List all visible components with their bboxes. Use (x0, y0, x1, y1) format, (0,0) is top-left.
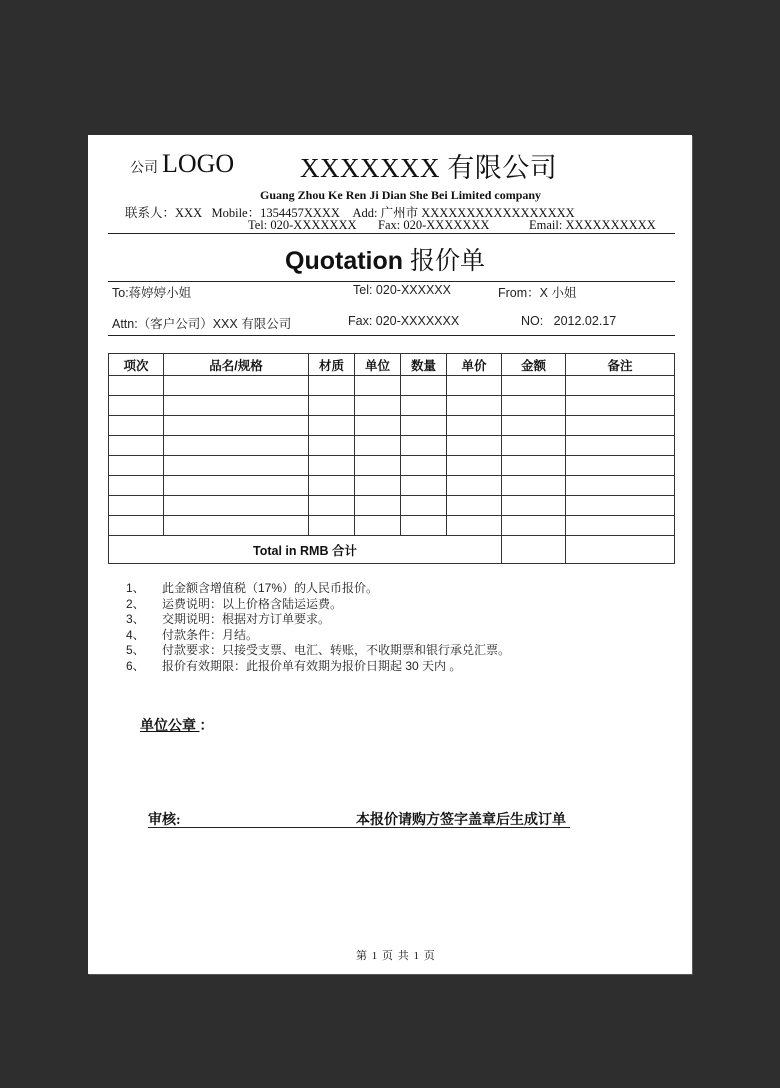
cell[interactable] (401, 416, 447, 436)
column-header-unit-price: 单价 (447, 354, 502, 376)
contact-person-label: 联系人： (125, 206, 176, 220)
cell[interactable] (164, 456, 309, 476)
cell[interactable] (109, 456, 164, 476)
cell[interactable] (164, 516, 309, 536)
email-info (529, 218, 656, 233)
table-header-row (109, 354, 675, 376)
quote-number (521, 314, 616, 328)
cell[interactable] (502, 516, 566, 536)
seal-colon: ： (199, 719, 214, 734)
cell[interactable] (566, 476, 675, 496)
company-name-en: Guang Zhou Ke Ren Ji Dian She Bei Limited company (260, 188, 542, 202)
cell[interactable] (566, 436, 675, 456)
cell[interactable] (309, 376, 355, 396)
no-label: NO: (521, 314, 544, 328)
order-note: 本报价请购方签字盖章后生成订单 (356, 813, 566, 828)
cell[interactable] (164, 416, 309, 436)
cell[interactable] (355, 376, 401, 396)
logo-prefix: 公司 (130, 161, 158, 176)
quotation-page (88, 135, 692, 974)
column-header-product-spec: 品名/规格 (164, 354, 309, 376)
cell[interactable] (566, 516, 675, 536)
info-divider (108, 335, 675, 336)
cell[interactable] (401, 476, 447, 496)
cell[interactable] (401, 516, 447, 536)
company-name: XXXXXXX 有限公司 (300, 153, 558, 183)
cell[interactable] (566, 376, 675, 396)
cell[interactable] (566, 496, 675, 516)
total-label: Total in RMB 合计 (109, 536, 502, 564)
cell[interactable] (309, 396, 355, 416)
fax-label: Fax: (378, 218, 401, 232)
cell[interactable] (502, 456, 566, 476)
cell[interactable] (447, 516, 502, 536)
terms-list (126, 581, 510, 674)
table-row (109, 496, 675, 516)
cell[interactable] (447, 476, 502, 496)
table-row (109, 436, 675, 456)
column-header-quantity: 数量 (401, 354, 447, 376)
cell[interactable] (502, 496, 566, 516)
cell[interactable] (355, 516, 401, 536)
cell[interactable] (447, 376, 502, 396)
terms-item: 3、 交期说明：根据对方订单要求。 (126, 612, 331, 626)
cell[interactable] (164, 376, 309, 396)
cell[interactable] (401, 436, 447, 456)
column-header-item-no: 项次 (109, 354, 164, 376)
total-remark-cell[interactable] (566, 536, 675, 564)
seal-label: 单位公章 (140, 719, 200, 734)
review-underline (148, 827, 570, 828)
cell[interactable] (447, 436, 502, 456)
cell[interactable] (109, 376, 164, 396)
cell[interactable] (401, 396, 447, 416)
title-en: Quotation (285, 247, 404, 275)
info-fax-field: Fax: 020-XXXXXXX (348, 314, 460, 328)
cell[interactable] (309, 416, 355, 436)
cell[interactable] (502, 376, 566, 396)
cell[interactable] (401, 376, 447, 396)
cell[interactable] (401, 496, 447, 516)
terms-item: 4、 付款条件：月结。 (126, 627, 259, 642)
tel-value: 020-XXXXXXX (270, 218, 357, 232)
table-row (109, 396, 675, 416)
title-cn: 报价单 (409, 247, 485, 275)
cell[interactable] (355, 456, 401, 476)
cell[interactable] (502, 476, 566, 496)
cell[interactable] (447, 416, 502, 436)
cell[interactable] (355, 476, 401, 496)
cell[interactable] (109, 516, 164, 536)
cell[interactable] (447, 496, 502, 516)
company-logo (130, 149, 234, 179)
info-tel-field: Tel: 020-XXXXXX (353, 283, 451, 297)
cell[interactable] (164, 436, 309, 456)
cell[interactable] (109, 396, 164, 416)
contact-person: XXX (175, 206, 203, 220)
table-row (109, 416, 675, 436)
cell[interactable] (109, 496, 164, 516)
address-value: 广州市 XXXXXXXXXXXXXXXXX (380, 206, 575, 220)
cell[interactable] (447, 396, 502, 416)
title-divider (108, 281, 675, 282)
table-row (109, 476, 675, 496)
cell[interactable] (309, 456, 355, 476)
attn-field: Attn:（客户公司）XXX 有限公司 (112, 317, 292, 331)
terms-item: 1、 此金额含增值税（17%）的人民币报价。 (126, 581, 379, 595)
table-row (109, 516, 675, 536)
table-total-row (109, 536, 675, 564)
cell[interactable] (502, 396, 566, 416)
column-header-remarks: 备注 (566, 354, 675, 376)
to-field: To:蒋婷婷小姐 (112, 286, 192, 300)
contact-line-2 (248, 218, 357, 233)
cell[interactable] (502, 436, 566, 456)
table-row (109, 456, 675, 476)
cell[interactable] (447, 456, 502, 476)
terms-item: 5、 付款要求：只接受支票、电汇、转账，不收期票和银行承兑汇票。 (126, 643, 511, 657)
page-title (285, 241, 485, 277)
from-field: From：X 小姐 (498, 286, 577, 300)
header-divider (108, 233, 675, 234)
mobile-label: Mobile： (211, 206, 261, 220)
terms-item: 2、 运费说明：以上价格含陆运运费。 (126, 596, 343, 611)
cell[interactable] (401, 456, 447, 476)
cell[interactable] (109, 436, 164, 456)
quotation-table (108, 353, 675, 564)
cell[interactable] (309, 516, 355, 536)
cell[interactable] (566, 416, 675, 436)
mobile-value: 1354457XXXX (260, 206, 340, 220)
email-value: XXXXXXXXXX (565, 218, 656, 232)
cell[interactable] (566, 396, 675, 416)
cell[interactable] (355, 436, 401, 456)
cell[interactable] (309, 496, 355, 516)
tel-label: Tel: (248, 218, 268, 232)
cell[interactable] (164, 476, 309, 496)
cell[interactable] (309, 436, 355, 456)
cell[interactable] (355, 396, 401, 416)
company-seal-field (140, 715, 214, 735)
cell[interactable] (164, 396, 309, 416)
cell[interactable] (502, 416, 566, 436)
logo-text: LOGO (162, 149, 235, 178)
table-row (109, 376, 675, 396)
terms-item: 6、 报价有效期限：此报价单有效期为报价日期起 30 天内 。 (126, 658, 462, 673)
review-label: 审核: (148, 813, 181, 828)
cell[interactable] (109, 416, 164, 436)
column-header-material: 材质 (309, 354, 355, 376)
column-header-unit: 单位 (355, 354, 401, 376)
fax-info (378, 218, 489, 233)
cell[interactable] (164, 496, 309, 516)
total-amount-cell[interactable] (502, 536, 566, 564)
cell[interactable] (566, 456, 675, 476)
fax-value: 020-XXXXXXX (403, 218, 490, 232)
cell[interactable] (355, 496, 401, 516)
page-number: 第 1 页 共 1 页 (356, 950, 436, 962)
address-label: Add: (352, 206, 378, 220)
cell[interactable] (109, 476, 164, 496)
column-header-amount: 金额 (502, 354, 566, 376)
email-label: Email: (529, 218, 563, 232)
cell[interactable] (309, 476, 355, 496)
no-value: 2012.02.17 (553, 314, 617, 328)
cell[interactable] (355, 416, 401, 436)
